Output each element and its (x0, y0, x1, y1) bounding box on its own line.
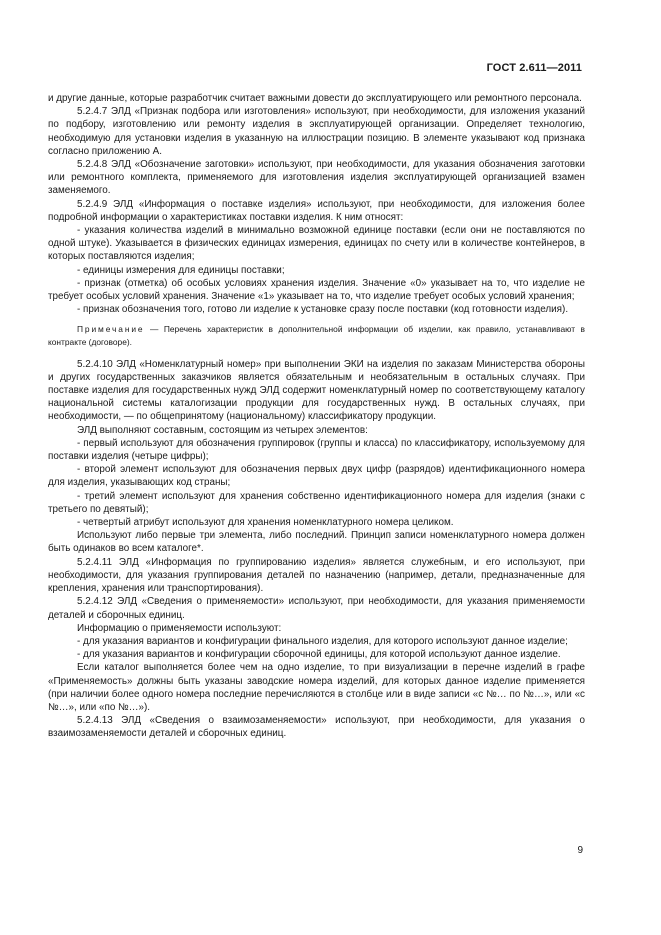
list-item: - второй элемент используют для обозначения первых двух цифр (разрядов) идентификационного номера для изделия, указывающих код страны; (48, 464, 585, 489)
page-number: 9 (577, 845, 583, 856)
list-item: - указания количества изделий в минимально возможной единице поставки (если они не поставляются по одной штуке). Указывается в физических единицах измерения, единицах по счету или в количестве контейнеров, в которых поставляются изделия; (48, 225, 585, 263)
note-label: Примечание (77, 324, 145, 335)
list-item: - четвертый атрибут используют для хранения номенклатурного номера целиком. (77, 517, 454, 529)
paragraph: ЭЛД выполняют составным, состоящим из четырех элементов: (77, 424, 368, 436)
standard-designation: ГОСТ 2.611—2011 (486, 62, 582, 74)
paragraph: Информацию о применяемости используют: (77, 622, 282, 634)
clause-5-2-4-7: 5.2.4.7 ЭЛД «Признак подбора или изготовления» используют, при необходимости, для изложения указаний по подбору, изготовлению или ремонту изделия в эксплуатирующей организации. Определяет технологию, необходимую для установки изделия в указанную на иллюстрации позицию. В элементе указывают код признака согласно приложению А. (48, 106, 585, 157)
document-body (48, 92, 585, 741)
clause-5-2-4-13: 5.2.4.13 ЭЛД «Сведения о взаимозаменяемости» используют, при необходимости, для указания о взаимозаменяемости деталей и сборочных единиц. (48, 715, 585, 740)
paragraph: Используют либо первые три элемента, либо последний. Принцип записи номенклатурного номера должен быть одинаков во всем каталоге*. (48, 530, 585, 555)
list-item: - первый используют для обозначения группировок (группы и класса) по классификатору, используемому для поставки изделия (четыре цифры); (48, 437, 585, 463)
list-item: - признак обозначения того, готово ли изделие к установке сразу после поставки (код готовности изделия). (77, 304, 569, 316)
clause-5-2-4-10: 5.2.4.10 ЭЛД «Номенклатурный номер» при выполнении ЭКИ на изделия по заказам Министерства обороны и других государственных заказчиков является обязательным и необязательным в остальных случаях. При поставке изделия для государственных нужд ЭЛД содержит номенклатурный номер по соответствующему каталогу национальной системы каталогизации продукции для государственных нужд. В остальных случаях, при необходимости, — по общепринятому (национальному) классификатору продукции. (48, 358, 585, 423)
clause-5-2-4-9: 5.2.4.9 ЭЛД «Информация о поставке изделия» используют, при необходимости, для изложения более подробной информации о характеристиках поставки изделия. К ним относят: (48, 198, 585, 223)
note (48, 323, 585, 348)
note-text: — Перечень характеристик в дополнительной информации об изделии, как правило, устанавливают в контракте (договоре). (48, 324, 585, 348)
paragraph: Если каталог выполняется более чем на одно изделие, то при визуализации в перечне изделий в графе «Применяемость» должны быть указаны заводские номера изделий, для которых данное изделие применяется (при наличии более одного номера последние перечисляются в столбце или в виде записи «с №… по №…», или «с №…», или «по №…»). (48, 662, 585, 713)
list-item: - единицы измерения для единицы поставки; (77, 264, 285, 276)
paragraph: и другие данные, которые разработчик считает важными довести до эксплуатирующего или ремонтного персонала. (48, 93, 582, 104)
clause-5-2-4-12: 5.2.4.12 ЭЛД «Сведения о применяемости» используют, при необходимости, для указания применяемости деталей и сборочных единиц. (48, 596, 585, 621)
list-item: - третий элемент используют для хранения собственно идентификационного номера для изделия (знаки с третьего по девятый); (48, 490, 585, 515)
list-item: - для указания вариантов и конфигурации сборочной единицы, для которой используют данное изделие. (77, 649, 561, 661)
list-item: - для указания вариантов и конфигурации финального изделия, для которого используют данное изделие; (77, 635, 568, 647)
list-item: - признак (отметка) об особых условиях хранения изделия. Значение «0» указывает на то, что изделие не требует особых условий хранения. Значение «1» указывает на то, что изделие требует особых условий хранения; (48, 277, 585, 303)
clause-5-2-4-11: 5.2.4.11 ЭЛД «Информация по группированию изделия» является служебным, и его используют, при необходимости, для указания группирования деталей по назначению (например, детали, предназначенные для крепления, хранения или транспортирования). (48, 556, 585, 595)
clause-5-2-4-8: 5.2.4.8 ЭЛД «Обозначение заготовки» используют, при необходимости, для указания обозначения заготовки или ремонтного комплекта, применяемого для изготовления изделия эксплуатирующей организацией взамен заменяемого. (48, 159, 585, 197)
